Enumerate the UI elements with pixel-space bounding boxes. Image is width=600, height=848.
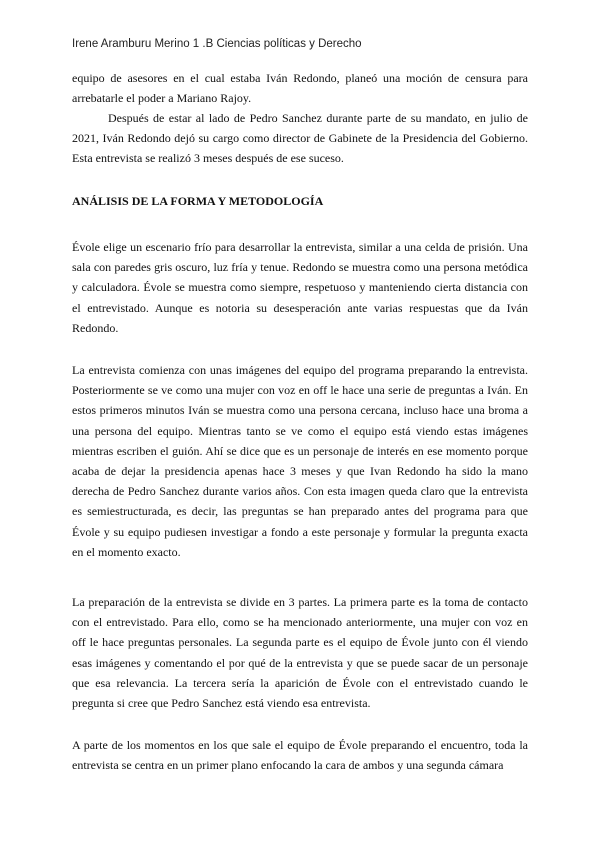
paragraph-camera: [72, 735, 528, 775]
paragraph-setting: [72, 237, 528, 338]
paragraph-redondo-leaves: [72, 108, 528, 169]
section-heading: ANÁLISIS DE LA FORMA Y METODOLOGÍA: [72, 194, 324, 208]
paragraph-continued: [72, 68, 528, 108]
paragraph-opening: [72, 360, 528, 562]
paragraph-text: equipo de asesores en el cual estaba Iván Redondo, planeó una moción de censura para arrebatarle el poder a Mariano Rajoy.: [72, 71, 528, 106]
paragraph-text: A parte de los momentos en los que sale el equipo de Évole preparando el encuentro, toda la entrevista se centra en un primer plano enfocando la cara de ambos y una segunda cámara: [72, 738, 528, 773]
paragraph-text: Después de estar al lado de Pedro Sanchez durante parte de su mandato, en julio de 2021, Iván Redondo dejó su cargo como director de Gabinete de la Presidencia del Gobierno. Esta entrevista se realizó 3 meses después de ese suceso.: [72, 111, 528, 166]
paragraph-text: La entrevista comienza con unas imágenes del equipo del programa preparando la entrevista. Posteriormente se ve como una mujer con voz en off le hace una serie de preguntas a Iván. En estos primeros minutos Iván se muestra como una persona cercana, incluso hace una broma a una persona del equipo. Mientras tanto se ve como el equipo está viendo estas imágenes mientras escriben el guión. Ahí se dice que es un personaje de interés en ese momento porque acaba de dejar la presidencia apenas hace 3 meses y que Ivan Redondo ha sido la mano derecha de Pedro Sanchez durante varios años. Con esta imagen queda claro que la entrevista es semiestructurada, es decir, las preguntas se han preparado antes del programa para que Évole y su equipo pudiesen investigar a fondo a este personaje y formular la pregunta exacta en el momento exacto.: [72, 363, 528, 559]
paragraph-text: Évole elige un escenario frío para desarrollar la entrevista, similar a una celda de prisión. Una sala con paredes gris oscuro, luz fría y tenue. Redondo se muestra como una persona metódica y calculadora. Évole se muestra como siempre, respetuoso y manteniendo cierta distancia con el entrevistado. Aunque es notoria su desesperación ante varias respuestas que da Iván Redondo.: [72, 240, 528, 335]
page-header: Irene Aramburu Merino 1 .B Ciencias políticas y Derecho: [72, 38, 362, 50]
paragraph-structure: [72, 592, 528, 713]
paragraph-text: La preparación de la entrevista se divide en 3 partes. La primera parte es la toma de contacto con el entrevistado. Para ello, como se ha mencionado anteriormente, una mujer con voz en off le hace preguntas personales. La segunda parte es el equipo de Évole junto con él viendo esas imágenes y comentando el por qué de la entrevista y que se puede sacar de un personaje que esa relevancia. La tercera sería la aparición de Évole con el entrevistado cuando le pregunta si cree que Pedro Sanchez está viendo esa entrevista.: [72, 595, 528, 711]
